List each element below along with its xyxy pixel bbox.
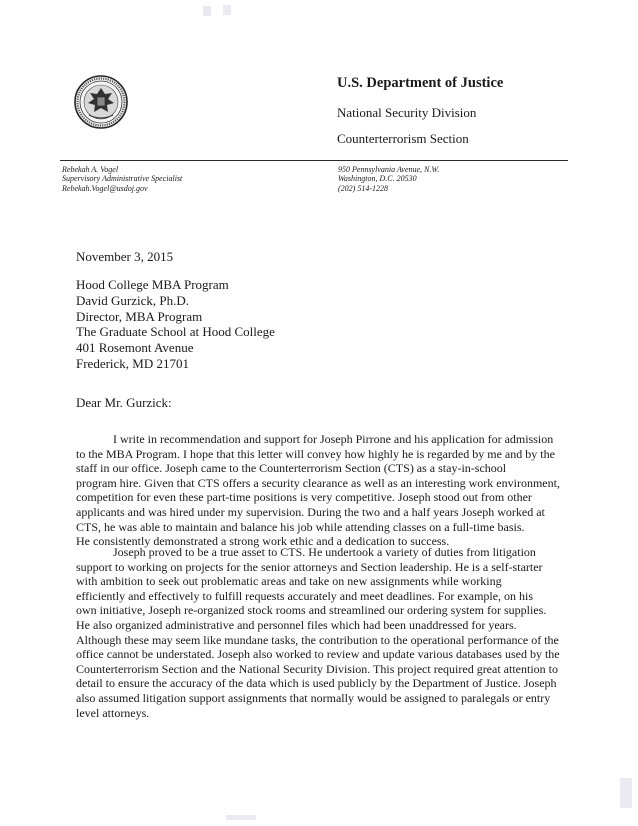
scan-artifact [203, 6, 211, 16]
scan-artifact [223, 5, 231, 15]
sender-block [62, 165, 182, 193]
paragraph-line: level attorneys. [76, 705, 150, 720]
letterhead [337, 74, 617, 147]
paragraph-line: competition for even these part-time positions is very competitive. Joseph stood out from other [76, 490, 532, 505]
scan-artifact [226, 815, 256, 820]
division-name: National Security Division [337, 105, 477, 120]
recipient-block [76, 277, 275, 372]
paragraph-line: own initiative, Joseph re-organized stock rooms and streamlined our ordering system for supplies. [76, 603, 547, 618]
department-name: U.S. Department of Justice [337, 75, 504, 91]
sender-name: Rebekah A. Vogel [62, 165, 119, 174]
paragraph-line: office cannot be understated. Joseph also worked to review and update various databases used by the [76, 647, 560, 662]
sender-title: Supervisory Administrative Specialist [62, 174, 183, 184]
paragraph-line: program hire. Given that CTS offers a security clearance as well as an interesting work environment, [76, 475, 560, 490]
paragraph-line: He consistently demonstrated a strong work ethic and a dedication to success. [76, 534, 450, 549]
paragraph-line: Counterterrorism Section and the National Security Division. This project required great attention to [76, 661, 558, 676]
recipient-line: David Gurzick, Ph.D. [76, 292, 190, 308]
paragraph-line: CTS, he was able to maintain and balance his job while attending classes on a full-time basis. [76, 519, 525, 534]
scan-artifact [620, 778, 632, 808]
recipient-line: The Graduate School at Hood College [76, 324, 275, 340]
letterhead-divider [60, 160, 568, 161]
paragraph-line: to the MBA Program. I hope that this letter will convey how highly he is regarded by me and by the [76, 446, 555, 461]
address-city: Washington, D.C. 20530 [338, 174, 417, 184]
recipient-line: Frederick, MD 21701 [76, 355, 190, 371]
salutation: Dear Mr. Gurzick: [76, 395, 172, 410]
paragraph-line: applicants and was hired under my supervision. During the two and a half years Joseph worked at [76, 504, 545, 519]
paragraph-line: also assumed litigation support assignments that normally would be assigned to paralegals or entry [76, 690, 551, 705]
paragraph-line: Although these may seem like mundane tasks, the contribution to the operational performance of the [76, 632, 559, 647]
paragraph-line: He also organized administrative and personnel files which had been unaddressed for years. [76, 617, 517, 632]
section-name: Counterterrorism Section [337, 131, 469, 146]
doj-seal-icon [74, 75, 128, 129]
recipient-line: Director, MBA Program [76, 308, 203, 324]
address-phone: (202) 514-1228 [338, 183, 388, 193]
letter-date: November 3, 2015 [76, 249, 174, 264]
office-address-block [338, 165, 439, 193]
body-paragraph-1 [76, 432, 564, 549]
paragraph-line: Joseph proved to be a true asset to CTS. He undertook a variety of duties from litigation [113, 545, 536, 559]
address-street: 950 Pennsylvania Avenue, N.W. [338, 165, 440, 174]
paragraph-line: I write in recommendation and support for Joseph Pirrone and his application for admission [113, 432, 554, 446]
body-paragraph-2 [76, 545, 564, 720]
paragraph-line: efficiently and effectively to fulfill requests accurately and meet deadlines. For example, on his [76, 588, 534, 603]
paragraph-line: staff in our office. Joseph came to the Counterterrorism Section (CTS) as a stay-in-school [76, 461, 507, 476]
paragraph-line: detail to ensure the accuracy of the data which is used publicly by the Department of Justice. Joseph [76, 676, 557, 691]
recipient-line: 401 Rosemont Avenue [76, 340, 194, 356]
paragraph-line: support to working on projects for the senior attorneys and Section leadership. He is a self-starter [76, 559, 543, 574]
recipient-line: Hood College MBA Program [76, 277, 229, 292]
paragraph-line: with ambition to seek out problematic areas and take on new assignments while working [76, 574, 502, 589]
sender-email: Rebekah.Vogel@usdoj.gov [62, 183, 148, 193]
